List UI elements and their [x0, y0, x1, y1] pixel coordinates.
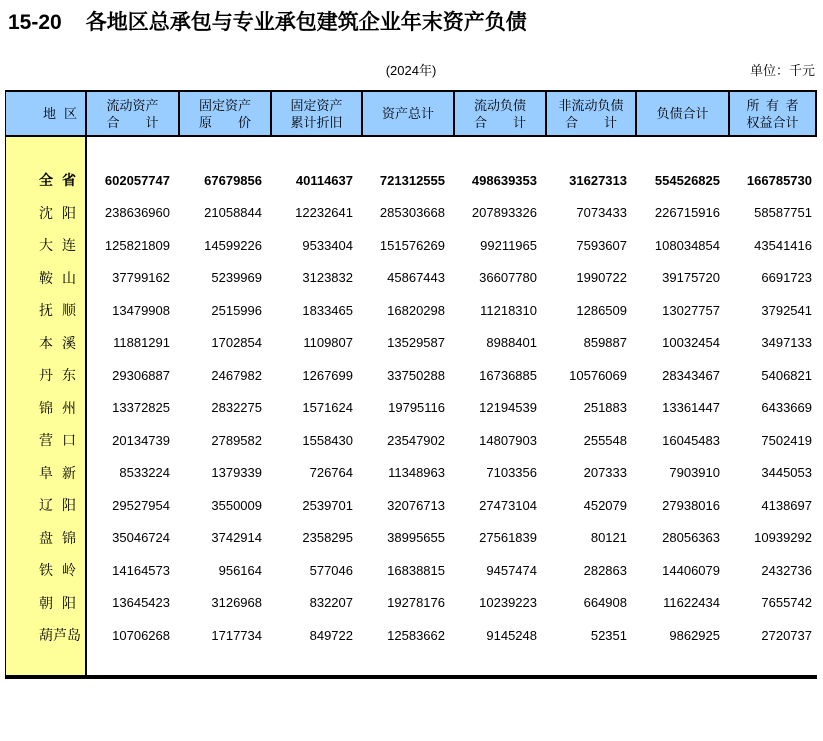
table-row: [6, 457, 817, 490]
char: 阳: [62, 594, 76, 611]
column-header-line1: 资产总计: [381, 106, 434, 121]
value-cell: 27938016: [662, 497, 720, 513]
value-cell: 35046724: [112, 530, 170, 546]
region-cell-filler: [6, 652, 87, 675]
char: 阳: [62, 497, 76, 514]
char: 计: [512, 114, 526, 130]
value-cell: 10706268: [112, 627, 170, 643]
value-cell: 452079: [583, 497, 627, 513]
value-cell: 5406821: [761, 367, 812, 383]
value-cell: 2467982: [211, 367, 262, 383]
char: 铁: [39, 562, 53, 579]
column-header-line2: 累计折旧: [290, 114, 343, 130]
value-cell: 285303668: [379, 205, 445, 221]
spread-text: [747, 97, 799, 114]
char: 锦: [39, 399, 53, 416]
char: 全: [39, 172, 53, 189]
spread-text: [39, 625, 81, 645]
value-cell: 3497133: [761, 335, 812, 351]
region-cell: [6, 359, 87, 392]
value-cell: 3792541: [761, 302, 812, 318]
value-cell: 38995655: [387, 530, 445, 546]
value-cell: 5239969: [211, 270, 262, 286]
region-cell: [6, 262, 87, 295]
value-cell: 13372825: [112, 400, 170, 416]
value-cell: 11881291: [113, 335, 170, 351]
column-header-line1: 固定资产: [198, 97, 251, 113]
char: 辽: [39, 497, 53, 514]
value-cell: 1717734: [211, 627, 262, 643]
value-cell: 7073433: [576, 205, 627, 221]
char: 合: [106, 114, 120, 130]
char: 阳: [62, 204, 76, 221]
value-cell: 20134739: [112, 432, 170, 448]
spread-text: [39, 463, 76, 483]
spread-text: [39, 170, 76, 190]
char: 所: [746, 97, 760, 113]
value-cell: 2539701: [302, 497, 353, 513]
value-cell: 721312555: [379, 172, 445, 188]
value-cell: 19795116: [388, 400, 445, 416]
spread-text: [39, 430, 76, 450]
char: 朝: [39, 594, 53, 611]
value-cell: 2832275: [211, 400, 262, 416]
value-cell: 11348963: [388, 465, 445, 481]
value-cell: 849722: [309, 627, 353, 643]
spread-text: [474, 114, 526, 131]
value-cell: 255548: [583, 432, 627, 448]
table-filler-row: [6, 137, 817, 164]
year-subtitle: (2024年): [385, 63, 437, 78]
page-title: 各地区总承包与专业承包建筑企业年末资产负债: [85, 11, 527, 34]
spread-text: [43, 105, 77, 122]
value-cell: 40114637: [295, 172, 353, 188]
value-cell: 14807903: [479, 432, 537, 448]
value-cell: 12583662: [387, 627, 445, 643]
char: 本: [39, 334, 53, 351]
value-cell: 36607780: [479, 270, 537, 286]
value-cell: 1286509: [576, 302, 627, 318]
value-cell: 29306887: [112, 367, 170, 383]
char: 有: [765, 97, 779, 113]
value-cell: 151576269: [379, 237, 445, 253]
spread-text: [39, 235, 76, 255]
region-cell: [6, 294, 87, 327]
value-cell: 33750288: [387, 367, 445, 383]
value-cell: 9145248: [486, 627, 537, 643]
value-cell: 8988401: [486, 335, 537, 351]
value-cell: 13529587: [387, 335, 445, 351]
table-row: [6, 392, 817, 425]
table-row: [6, 424, 817, 457]
value-cell: 31627313: [569, 172, 627, 188]
assets-liabilities-table: [5, 90, 817, 679]
value-cell: 28056363: [662, 530, 720, 546]
value-cell: 28343467: [662, 367, 720, 383]
value-cell: 3123832: [302, 270, 353, 286]
value-cell: 726764: [309, 465, 353, 481]
region-cell: [6, 424, 87, 457]
value-cell: 9533404: [302, 237, 353, 253]
spread-text: [565, 114, 617, 131]
value-cell: 238636960: [104, 205, 170, 221]
value-cell: 10032454: [662, 335, 720, 351]
spread-text: [39, 333, 76, 353]
table-body: [6, 137, 817, 675]
value-cell: 3742914: [211, 530, 262, 546]
column-header: [730, 92, 817, 135]
value-cell: 27561839: [479, 530, 537, 546]
column-header: [180, 92, 272, 135]
char: 阜: [39, 464, 53, 481]
char: 州: [62, 399, 76, 416]
column-header: [87, 92, 180, 135]
value-cell: 67679856: [204, 172, 262, 188]
spread-text: [107, 114, 159, 131]
value-cell: 1571624: [302, 400, 353, 416]
char: 东: [62, 367, 76, 384]
spread-text: [199, 114, 251, 131]
value-cell: 13645423: [112, 595, 170, 611]
value-cell: 108034854: [654, 237, 720, 253]
value-cell: 13361447: [662, 400, 720, 416]
char: 鞍: [39, 269, 53, 286]
spread-text: [39, 593, 76, 613]
value-cell: 166785730: [746, 172, 812, 188]
char: 锦: [62, 529, 76, 546]
value-cell: 1109807: [303, 335, 353, 351]
region-cell: [6, 392, 87, 425]
column-header: [547, 92, 637, 135]
char: 地: [43, 106, 57, 121]
char: 芦: [53, 627, 67, 644]
value-cell: 80121: [590, 530, 627, 546]
value-cell: 1702854: [211, 335, 262, 351]
column-header: [363, 92, 455, 135]
char: 山: [62, 269, 76, 286]
spread-text: [39, 495, 76, 515]
char: 合: [565, 114, 579, 130]
column-header: [272, 92, 363, 135]
value-cell: 7655742: [761, 595, 812, 611]
value-cell: 207893326: [471, 205, 537, 221]
char: 价: [237, 114, 251, 130]
value-cell: 1379339: [211, 465, 262, 481]
value-cell: 6691723: [761, 270, 812, 286]
value-cell: 282863: [583, 562, 627, 578]
value-cell: 12194539: [479, 400, 537, 416]
value-cell: 6433669: [761, 400, 812, 416]
value-cell: 7103356: [486, 465, 537, 481]
spread-text: [39, 300, 76, 320]
spread-text: [39, 398, 76, 418]
column-header: [455, 92, 547, 135]
value-cell: 43541416: [754, 237, 812, 253]
unit-label: 单位：千元: [749, 63, 815, 78]
spread-text: [39, 365, 76, 385]
region-column-header: [6, 92, 87, 135]
char: 抚: [39, 302, 53, 319]
value-cell: 14599226: [204, 237, 262, 253]
value-cell: 19278176: [387, 595, 445, 611]
table-row: [6, 197, 817, 230]
column-header-line1: 非流动负债: [558, 97, 624, 113]
value-cell: 2358295: [302, 530, 353, 546]
region-cell: [6, 619, 87, 652]
char: 合: [474, 114, 488, 130]
char: 岛: [67, 627, 81, 644]
value-cell: 99211965: [480, 237, 537, 253]
value-cell: 8533224: [119, 465, 170, 481]
char: 者: [785, 97, 799, 113]
region-cell: [6, 489, 87, 522]
value-cell: 859887: [583, 335, 627, 351]
char: 口: [62, 432, 76, 449]
value-cell: 14406079: [662, 562, 720, 578]
value-cell: 664908: [583, 595, 627, 611]
value-cell: 58587751: [754, 205, 812, 221]
region-cell: [6, 587, 87, 620]
table-row: [6, 164, 817, 197]
value-cell: 45867443: [387, 270, 445, 286]
value-cell: 12232641: [295, 205, 353, 221]
value-cell: 226715916: [654, 205, 720, 221]
spread-text: [39, 560, 76, 580]
char: 计: [603, 114, 617, 130]
column-header-line1: 负债合计: [656, 106, 709, 121]
value-cell: 2515996: [211, 302, 262, 318]
table-row: [6, 229, 817, 262]
value-cell: 9862925: [669, 627, 720, 643]
value-cell: 3550009: [211, 497, 262, 513]
value-cell: 37799162: [112, 270, 170, 286]
region-cell: [6, 327, 87, 360]
table-row: [6, 489, 817, 522]
value-cell: 27473104: [479, 497, 537, 513]
value-cell: 554526825: [654, 172, 720, 188]
value-cell: 16820298: [387, 302, 445, 318]
value-cell: 10239223: [479, 595, 537, 611]
value-cell: 23547902: [387, 432, 445, 448]
char: 大: [39, 237, 53, 254]
region-cell: [6, 164, 87, 197]
value-cell: 16838815: [387, 562, 445, 578]
value-cell: 832207: [309, 595, 353, 611]
value-cell: 3445053: [761, 465, 812, 481]
value-cell: 11622434: [663, 595, 720, 611]
value-cell: 14164573: [112, 562, 170, 578]
column-header-line1: 流动负债: [473, 97, 526, 113]
char: 区: [63, 106, 77, 121]
spread-text: [39, 268, 76, 288]
region-cell-filler: [6, 137, 87, 164]
char: 连: [62, 237, 76, 254]
value-cell: 10939292: [754, 530, 812, 546]
table-row: [6, 554, 817, 587]
column-header-line1: 固定资产: [290, 97, 343, 113]
char: 丹: [39, 367, 53, 384]
table-filler-row: [6, 652, 817, 675]
value-cell: 125821809: [104, 237, 170, 253]
char: 原: [199, 114, 213, 130]
value-cell: 602057747: [104, 172, 170, 188]
value-cell: 7502419: [761, 432, 812, 448]
column-header-line1: 流动资产: [106, 97, 159, 113]
value-cell: 2432736: [761, 562, 812, 578]
table-row: [6, 294, 817, 327]
char: 溪: [62, 334, 76, 351]
table-row: [6, 587, 817, 620]
spread-text: [39, 203, 76, 223]
value-cell: 7593607: [576, 237, 627, 253]
value-cell: 956164: [218, 562, 262, 578]
value-cell: 16736885: [479, 367, 537, 383]
char: 计: [145, 114, 159, 130]
value-cell: 4138697: [761, 497, 812, 513]
value-cell: 1267699: [302, 367, 353, 383]
value-cell: 498639353: [471, 172, 537, 188]
value-cell: 1990722: [576, 270, 627, 286]
value-cell: 251883: [583, 400, 627, 416]
value-cell: 13027757: [662, 302, 720, 318]
value-cell: 10576069: [569, 367, 627, 383]
table-row: [6, 359, 817, 392]
value-cell: 9457474: [486, 562, 537, 578]
char: 新: [62, 464, 76, 481]
value-cell: 13479908: [112, 302, 170, 318]
value-cell: 29527954: [112, 497, 170, 513]
value-cell: 207333: [583, 465, 627, 481]
table-row: [6, 522, 817, 555]
value-cell: 32076713: [387, 497, 445, 513]
region-cell: [6, 457, 87, 490]
region-cell: [6, 554, 87, 587]
value-cell: 11218310: [480, 302, 537, 318]
value-cell: 7903910: [669, 465, 720, 481]
char: 岭: [62, 562, 76, 579]
value-cell: 2789582: [211, 432, 262, 448]
char: 盘: [39, 529, 53, 546]
char: 顺: [62, 302, 76, 319]
region-cell: [6, 522, 87, 555]
table-row: [6, 327, 817, 360]
value-cell: 16045483: [662, 432, 720, 448]
char: 葫: [39, 627, 53, 644]
value-cell: 39175720: [662, 270, 720, 286]
char: 沈: [39, 204, 53, 221]
table-header-row: [6, 92, 817, 137]
char: 营: [39, 432, 53, 449]
region-cell: [6, 197, 87, 230]
meta-row: [5, 60, 817, 78]
char: 省: [62, 172, 76, 189]
value-cell: 1558430: [302, 432, 353, 448]
value-cell: 2720737: [761, 627, 812, 643]
value-cell: 52351: [590, 627, 627, 643]
column-header-line2: 权益合计: [746, 114, 799, 130]
value-cell: 3126968: [211, 595, 262, 611]
value-cell: 1833465: [302, 302, 353, 318]
table-row: [6, 262, 817, 295]
table-number: 15-20: [8, 11, 62, 34]
spread-text: [39, 528, 76, 548]
value-cell: 577046: [309, 562, 353, 578]
region-cell: [6, 229, 87, 262]
value-cell: 21058844: [204, 205, 262, 221]
page-title-row: [8, 6, 527, 36]
table-row: [6, 619, 817, 652]
column-header: [637, 92, 730, 135]
